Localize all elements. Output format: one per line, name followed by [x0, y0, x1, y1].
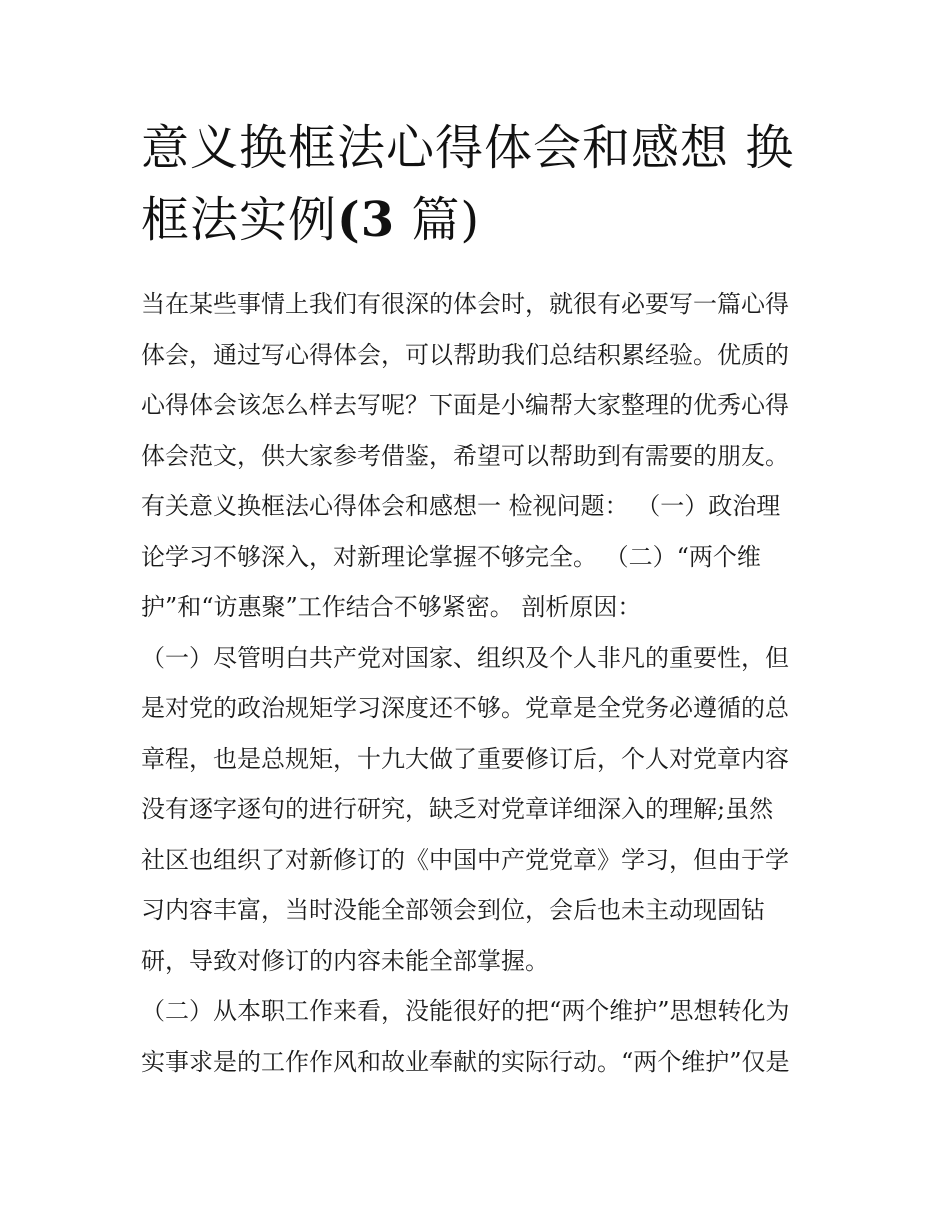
body-line: 体会，通过写心得体会，可以帮助我们总结积累经验。优质的 [141, 340, 789, 369]
body-line: 护”和“访惠聚”工作结合不够紧密。 剖析原因： [141, 593, 642, 621]
body-line: 心得体会该怎么样去写呢？下面是小编帮大家整理的优秀心得 [141, 391, 789, 419]
body-line: （二）从本职工作来看，没能很好的把“两个维护”思想转化为 [141, 997, 790, 1025]
body-line: 体会范文，供大家参考借鉴，希望可以帮助到有需要的朋友。 [141, 441, 789, 470]
body-line: 有关意义换框法心得体会和感想一 检视问题： （一）政治理 [141, 492, 781, 520]
title-line-2-prefix: 框法实例 [141, 192, 338, 248]
body-line: 实事求是的工作作风和故业奉献的实际行动。“两个维护”仅是 [141, 1047, 790, 1076]
body-line: 是对党的政治规矩学习深度还不够。党章是全党务必遵循的总 [141, 694, 789, 722]
body-line: 没有逐字逐句的进行研究，缺乏对党章详细深入的理解;虽然 [141, 795, 774, 823]
body-line: 社区也组织了对新修订的《中国中产党党章》学习，但由于学 [141, 845, 789, 874]
body-line: 当在某些事情上我们有很深的体会时，就很有必要写一篇心得 [141, 290, 789, 318]
body-line: 习内容丰富，当时没能全部领会到位，会后也未主动现固钻 [141, 896, 765, 924]
body-line: （一）尽管明白共产党对国家、组织及个人非凡的重要性，但 [141, 643, 789, 672]
body-line: 研，导致对修订的内容未能全部掌握。 [141, 946, 549, 975]
title-line-1: 意义换框法心得体会和感想 换 [141, 120, 795, 176]
title-line-2-suffix: 篇) [395, 192, 481, 248]
body-line: 论学习不够深入，对新理论掌握不够完全。 （二）“两个维 [141, 542, 761, 571]
body-line: 章程，也是总规矩，十九大做了重要修订后，个人对党章内容 [141, 744, 789, 773]
document-body [141, 279, 813, 1087]
title-line-2-number: (3 [337, 192, 396, 248]
document-title [141, 112, 821, 256]
